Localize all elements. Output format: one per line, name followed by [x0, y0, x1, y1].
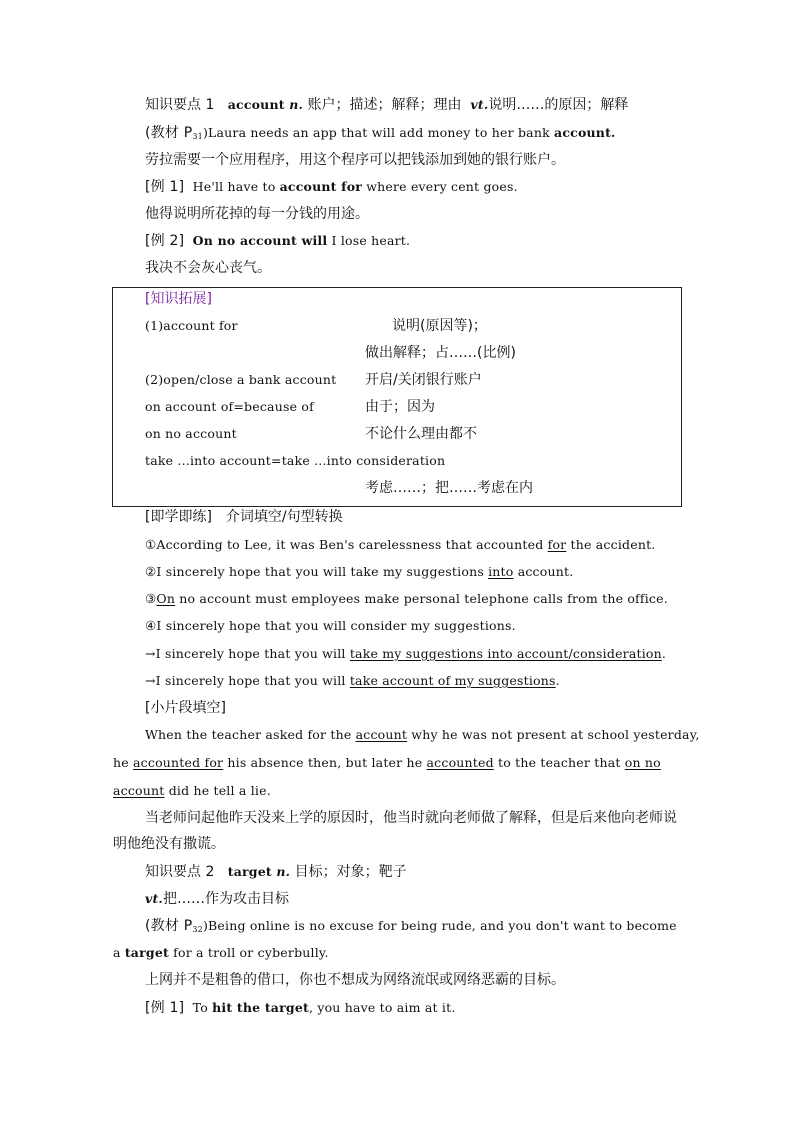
kp1-example-2 [145, 232, 410, 250]
expansion-row-4-en: on no account [145, 426, 237, 441]
source-page: 32 [192, 925, 203, 934]
kp1-label: 知识要点 1 [145, 97, 215, 113]
kp2-source [145, 917, 677, 939]
question-text: no account must employees make personal telephone calls from the office. [175, 591, 668, 606]
question-text: account. [513, 564, 574, 579]
practice-q4: ④I sincerely hope that you will consider my suggestions. [145, 618, 516, 633]
kp1-pos-vt: vt. [470, 97, 489, 112]
question-text: ②I sincerely hope that you will take my suggestions [145, 564, 489, 579]
practice-answer-2 [145, 672, 560, 690]
kp2-pos-n: n. [276, 864, 291, 879]
practice-q2 [145, 563, 573, 581]
example-text: where every cent goes. [362, 179, 518, 194]
source-page: 31 [192, 132, 203, 141]
source-prefix: (教材 P [145, 918, 193, 934]
source-prefix: (教材 P [145, 125, 193, 141]
source-text: )Laura needs an app that will add money to her bank [202, 125, 555, 140]
kp2-label: 知识要点 2 [145, 864, 215, 880]
answer-blank: accounted [426, 755, 494, 770]
kp1-meaning-n: 账户；描述；解释；理由 [307, 97, 462, 113]
source-text: a [113, 945, 125, 960]
kp1-example-2-zh: 我决不会灰心丧气。 [145, 260, 271, 276]
fill-text: his absence then, but later he [223, 755, 427, 770]
kp1-meaning-vt: 说明……的原因；解释 [488, 97, 629, 113]
expansion-row-3-zh: 由于；因为 [365, 399, 435, 415]
example-text: , you have to aim at it. [308, 1000, 456, 1015]
answer-blank: into [488, 564, 514, 579]
expansion-row-1-zh: 说明(原因等)； [392, 318, 487, 334]
answer-blank: take my suggestions into account/consideration [349, 646, 662, 661]
expansion-row-1b-zh: 做出解释；占……(比例) [365, 345, 516, 361]
expansion-row-2-en: (2)open/close a bank account [145, 372, 337, 387]
question-text: ③ [145, 591, 157, 606]
example-bold: hit the target [212, 1000, 309, 1015]
fill-line-3 [113, 782, 271, 800]
kp1-source [145, 124, 616, 146]
practice-q1 [145, 536, 655, 554]
expansion-row-3-en: on account of=because of [145, 399, 314, 414]
answer-blank: take account of my suggestions [349, 673, 556, 688]
kp1-example-1 [145, 178, 518, 196]
fill-line-1 [145, 726, 700, 744]
kp1-heading [145, 96, 628, 114]
answer-text: . [555, 673, 560, 688]
answer-blank: account [355, 727, 408, 742]
question-text: the accident. [566, 537, 656, 552]
fill-translation-1: 当老师问起他昨天没来上学的原因时，他当时就向老师做了解释，但是后来他向老师说 [145, 810, 677, 826]
question-text: ①According to Lee, it was Ben's carelessness that accounted [145, 537, 548, 552]
source-bold: account. [554, 125, 616, 140]
fill-text: he [113, 755, 134, 770]
fill-text: When the teacher asked for the [145, 727, 356, 742]
fill-line-2 [113, 754, 661, 772]
fill-translation-2: 明他绝没有撒谎。 [113, 836, 225, 852]
fill-title: [小片段填空] [145, 700, 226, 716]
kp1-example-1-zh: 他得说明所花掉的每一分钱的用途。 [145, 206, 369, 222]
fill-text: why he was not present at school yesterday, [407, 727, 700, 742]
fill-text: to the teacher that [493, 755, 625, 770]
kp2-source-line-2 [113, 944, 329, 962]
source-bold: target [124, 945, 169, 960]
kp1-word: account [227, 97, 285, 112]
source-text: for a troll or cyberbully. [168, 945, 329, 960]
practice-answer-1 [145, 645, 666, 663]
expansion-title: [知识拓展] [145, 291, 212, 307]
expansion-row-5-zh: 考虑……；把……考虑在内 [365, 480, 533, 496]
answer-blank: for [547, 537, 567, 552]
kp2-heading [145, 863, 407, 881]
example-bold: account for [279, 179, 363, 194]
example-label: [例 1] [145, 179, 185, 195]
example-label: [例 2] [145, 233, 185, 249]
kp2-meaning-n: 目标；对象；靶子 [294, 864, 407, 880]
kp2-example-1 [145, 999, 456, 1017]
kp1-translation: 劳拉需要一个应用程序，用这个程序可以把钱添加到她的银行账户。 [145, 152, 565, 168]
answer-blank: On [156, 591, 176, 606]
answer-blank: accounted for [133, 755, 224, 770]
kp2-word: target [227, 864, 272, 879]
practice-q3 [145, 590, 668, 608]
answer-text: →I sincerely hope that you will [145, 673, 350, 688]
answer-blank: on no [624, 755, 661, 770]
example-label: [例 1] [145, 1000, 185, 1016]
kp2-pos-vt: vt. [145, 891, 163, 906]
expansion-row-2-zh: 开启/关闭银行账户 [365, 372, 482, 388]
kp2-meaning-vt: 把……作为攻击目标 [163, 891, 289, 907]
example-text: He'll have to [192, 179, 280, 194]
fill-text: did he tell a lie. [164, 783, 271, 798]
practice-title: [即学即练] 介词填空/句型转换 [145, 509, 343, 525]
kp2-translation: 上网并不是粗鲁的借口，你也不想成为网络流氓或网络恶霸的目标。 [145, 972, 565, 988]
expansion-row-5-en: take ...into account=take ...into consideration [145, 453, 446, 468]
answer-blank: account [113, 783, 165, 798]
example-text: I lose heart. [327, 233, 411, 248]
source-text: )Being online is no excuse for being rude, and you don't want to become [202, 918, 677, 933]
kp2-verb-meaning [145, 890, 289, 908]
kp1-pos-n: n. [289, 97, 304, 112]
example-bold: On no account will [192, 233, 328, 248]
answer-text: →I sincerely hope that you will [145, 646, 350, 661]
example-text: To [192, 1000, 213, 1015]
expansion-row-4-zh: 不论什么理由都不 [365, 426, 477, 442]
answer-text: . [661, 646, 667, 661]
expansion-row-1-en: (1)account for [145, 318, 238, 333]
